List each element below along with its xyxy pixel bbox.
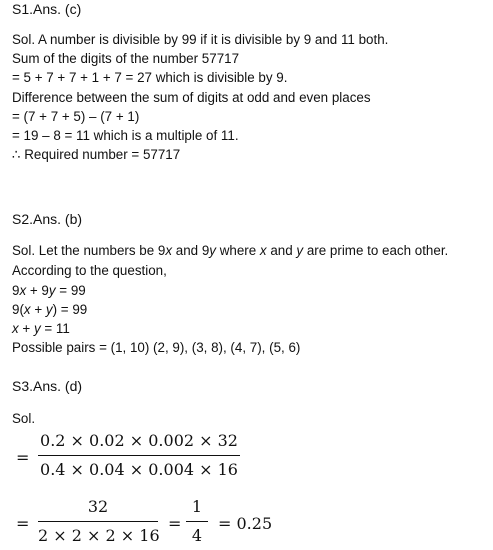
s2-answer: S2.Ans. (b) (12, 211, 83, 227)
s2-eq-1 (12, 283, 86, 299)
eq-text: 9( (12, 302, 24, 317)
fraction-3-numerator: 1 (191, 497, 203, 516)
s2-according: According to the question, (12, 263, 167, 278)
s3-answer: S3.Ans. (d) (12, 378, 83, 394)
eq-text: + (30, 302, 46, 317)
s2-sol-text: where (216, 243, 260, 258)
eq-text: = 11 (40, 321, 70, 336)
s2-sol-text: and (266, 243, 297, 258)
var-x: x (23, 302, 31, 317)
fraction-1-bar (38, 455, 240, 456)
var-y: y (209, 243, 216, 258)
fraction-1-numerator: 0.2 × 0.02 × 0.002 × 32 (40, 431, 238, 450)
s2-sol-text: are prime to each other. (303, 243, 449, 258)
var-y: y (45, 302, 53, 317)
s2-sol-text: Sol. Let the numbers be 9 (12, 243, 166, 258)
eq-text: = 99 (55, 283, 86, 298)
s2-sol-line (12, 243, 448, 259)
equals-sign: = (16, 448, 30, 467)
s2-eq-2 (12, 302, 87, 318)
s1-line-7: ∴ Required number = 57717 (12, 147, 181, 162)
s1-line-6: = 19 – 8 = 11 which is a multiple of 11. (12, 128, 239, 143)
fraction-1-denominator: 0.4 × 0.04 × 0.004 × 16 (40, 460, 238, 479)
result: = 0.25 (218, 514, 273, 533)
fraction-2-bar (38, 521, 158, 522)
var-x: x (12, 321, 19, 336)
fraction-2-numerator: 32 (87, 497, 109, 516)
fraction-3-denominator: 4 (191, 526, 203, 545)
var-y: y (33, 321, 41, 336)
equals-sign: = (16, 514, 30, 533)
var-x: x (19, 283, 27, 298)
s3-sol: Sol. (12, 411, 36, 426)
equals-sign: = (168, 514, 182, 533)
s2-eq-3 (12, 321, 70, 337)
eq-text: 9 (12, 283, 20, 298)
s1-line-1: Sol. A number is divisible by 99 if it is divisible by 9 and 11 both. (12, 32, 389, 47)
eq-text: + 9 (26, 283, 49, 298)
s1-answer: S1.Ans. (c) (12, 1, 82, 17)
eq-text: ) = 99 (52, 302, 88, 317)
s1-line-4: Difference between the sum of digits at odd and even places (12, 90, 371, 105)
var-x: x (259, 243, 267, 258)
s2-sol-text: and 9 (172, 243, 210, 258)
s1-line-2: Sum of the digits of the number 57717 (12, 51, 240, 66)
var-y: y (48, 283, 56, 298)
s2-pairs: Possible pairs = (1, 10) (2, 9), (3, 8), (4, 7), (5, 6) (12, 340, 301, 355)
var-y: y (296, 243, 304, 258)
eq-text: + (18, 321, 34, 336)
fraction-3-bar (186, 521, 208, 522)
s1-line-3: = 5 + 7 + 7 + 1 + 7 = 27 which is divisible by 9. (12, 70, 288, 85)
fraction-2-denominator: 2 × 2 × 2 × 16 (38, 526, 160, 545)
var-x: x (165, 243, 173, 258)
s1-line-5: = (7 + 7 + 5) – (7 + 1) (12, 109, 140, 124)
